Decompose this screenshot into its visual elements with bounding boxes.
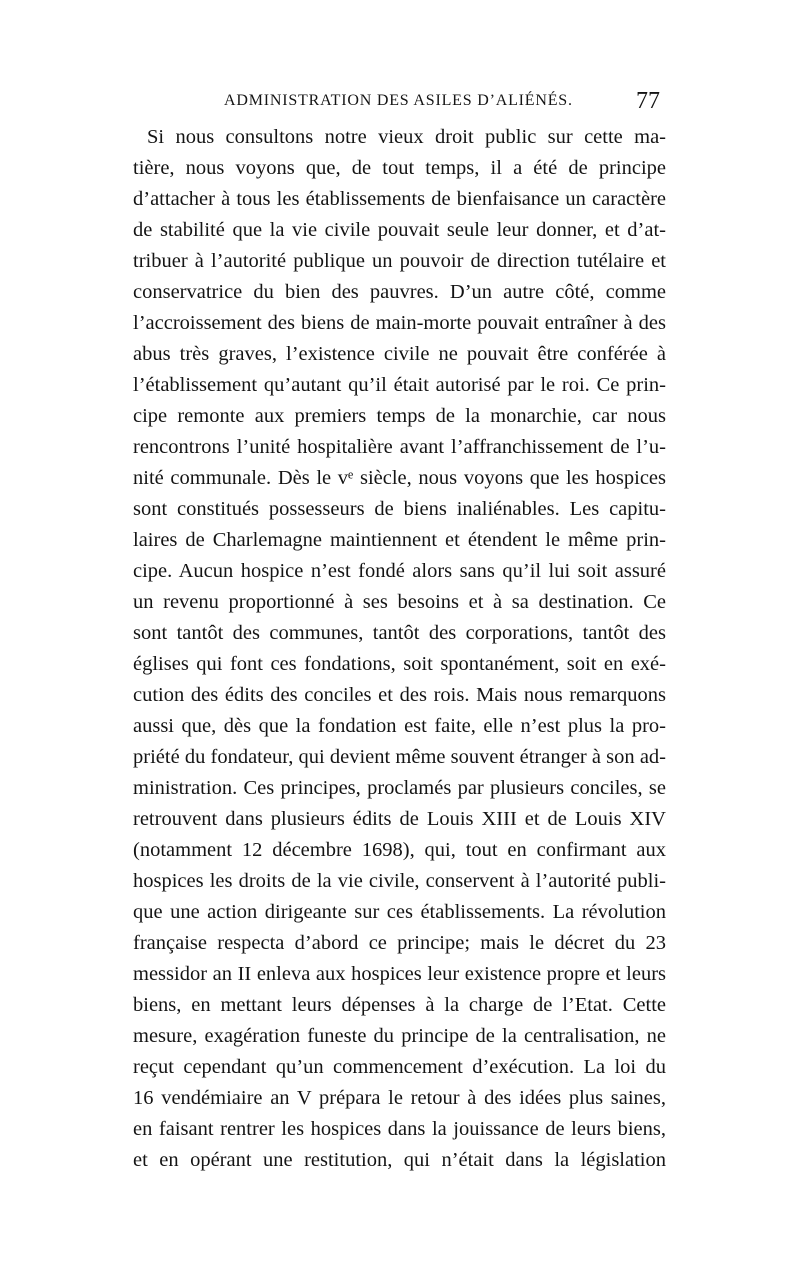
text-line: abus très graves, l’existence civile ne pouvait être conférée à — [133, 343, 666, 365]
text-line: messidor an II enleva aux hospices leur existence propre et leurs — [133, 963, 666, 985]
text-line: nité communale. Dès le vᵉ siècle, nous voyons que les hospices — [133, 467, 666, 489]
text-line: biens, en mettant leurs dépenses à la charge de l’Etat. Cette — [133, 994, 666, 1016]
text-line: d’attacher à tous les établissements de bienfaisance un caractère — [133, 188, 666, 210]
text-line: française respecta d’abord ce principe; mais le décret du 23 — [133, 932, 666, 954]
running-head — [133, 88, 666, 122]
text-line: cution des édits des conciles et des rois. Mais nous remarquons — [133, 684, 666, 706]
text-line: sont constitués possesseurs de biens inaliénables. Les capitu- — [133, 498, 666, 520]
text-line: que une action dirigeante sur ces établissements. La révolution — [133, 901, 666, 923]
text-line: et en opérant une restitution, qui n’était dans la législation — [133, 1149, 666, 1171]
text-line: 16 vendémiaire an V prépara le retour à des idées plus saines, — [133, 1087, 666, 1109]
text-line: l’accroissement des biens de main-morte pouvait entraîner à des — [133, 312, 666, 334]
text-line: cipe remonte aux premiers temps de la monarchie, car nous — [133, 405, 666, 427]
text-line: conservatrice du bien des pauvres. D’un autre côté, comme — [133, 281, 666, 303]
text-line: un revenu proportionné à ses besoins et à sa destination. Ce — [133, 591, 666, 613]
text-line: laires de Charlemagne maintiennent et étendent le même prin- — [133, 529, 666, 551]
page-number: 77 — [636, 88, 660, 114]
text-line: reçut cependant qu’un commencement d’exécution. La loi du — [133, 1056, 666, 1078]
text-line: cipe. Aucun hospice n’est fondé alors sans qu’il lui soit assuré — [133, 560, 666, 582]
text-line: tribuer à l’autorité publique un pouvoir de direction tutélaire et — [133, 250, 666, 272]
text-line: priété du fondateur, qui devient même souvent étranger à son ad- — [133, 746, 666, 768]
text-line: en faisant rentrer les hospices dans la jouissance de leurs biens, — [133, 1118, 666, 1140]
text-line: Si nous consultons notre vieux droit public sur cette ma- — [147, 126, 666, 148]
text-line: mesure, exagération funeste du principe de la centralisation, ne — [133, 1025, 666, 1047]
text-line: tière, nous voyons que, de tout temps, il a été de principe — [133, 157, 666, 179]
text-line: aussi que, dès que la fondation est faite, elle n’est plus la pro- — [133, 715, 666, 737]
text-line: hospices les droits de la vie civile, conservent à l’autorité publi- — [133, 870, 666, 892]
text-line: l’établissement qu’autant qu’il était autorisé par le roi. Ce prin- — [133, 374, 666, 396]
text-line: églises qui font ces fondations, soit spontanément, soit en exé- — [133, 653, 666, 675]
text-line: retrouvent dans plusieurs édits de Louis XIII et de Louis XIV — [133, 808, 666, 830]
text-line: sont tantôt des communes, tantôt des corporations, tantôt des — [133, 622, 666, 644]
text-line: ministration. Ces principes, proclamés par plusieurs conciles, se — [133, 777, 666, 799]
running-title: ADMINISTRATION DES ASILES D’ALIÉNÉS. — [224, 92, 573, 109]
text-line: (notamment 12 décembre 1698), qui, tout en confirmant aux — [133, 839, 666, 861]
text-line: de stabilité que la vie civile pouvait seule leur donner, et d’at- — [133, 219, 666, 241]
body-paragraph — [133, 122, 666, 1176]
text-line: rencontrons l’unité hospitalière avant l’affranchissement de l’u- — [133, 436, 666, 458]
